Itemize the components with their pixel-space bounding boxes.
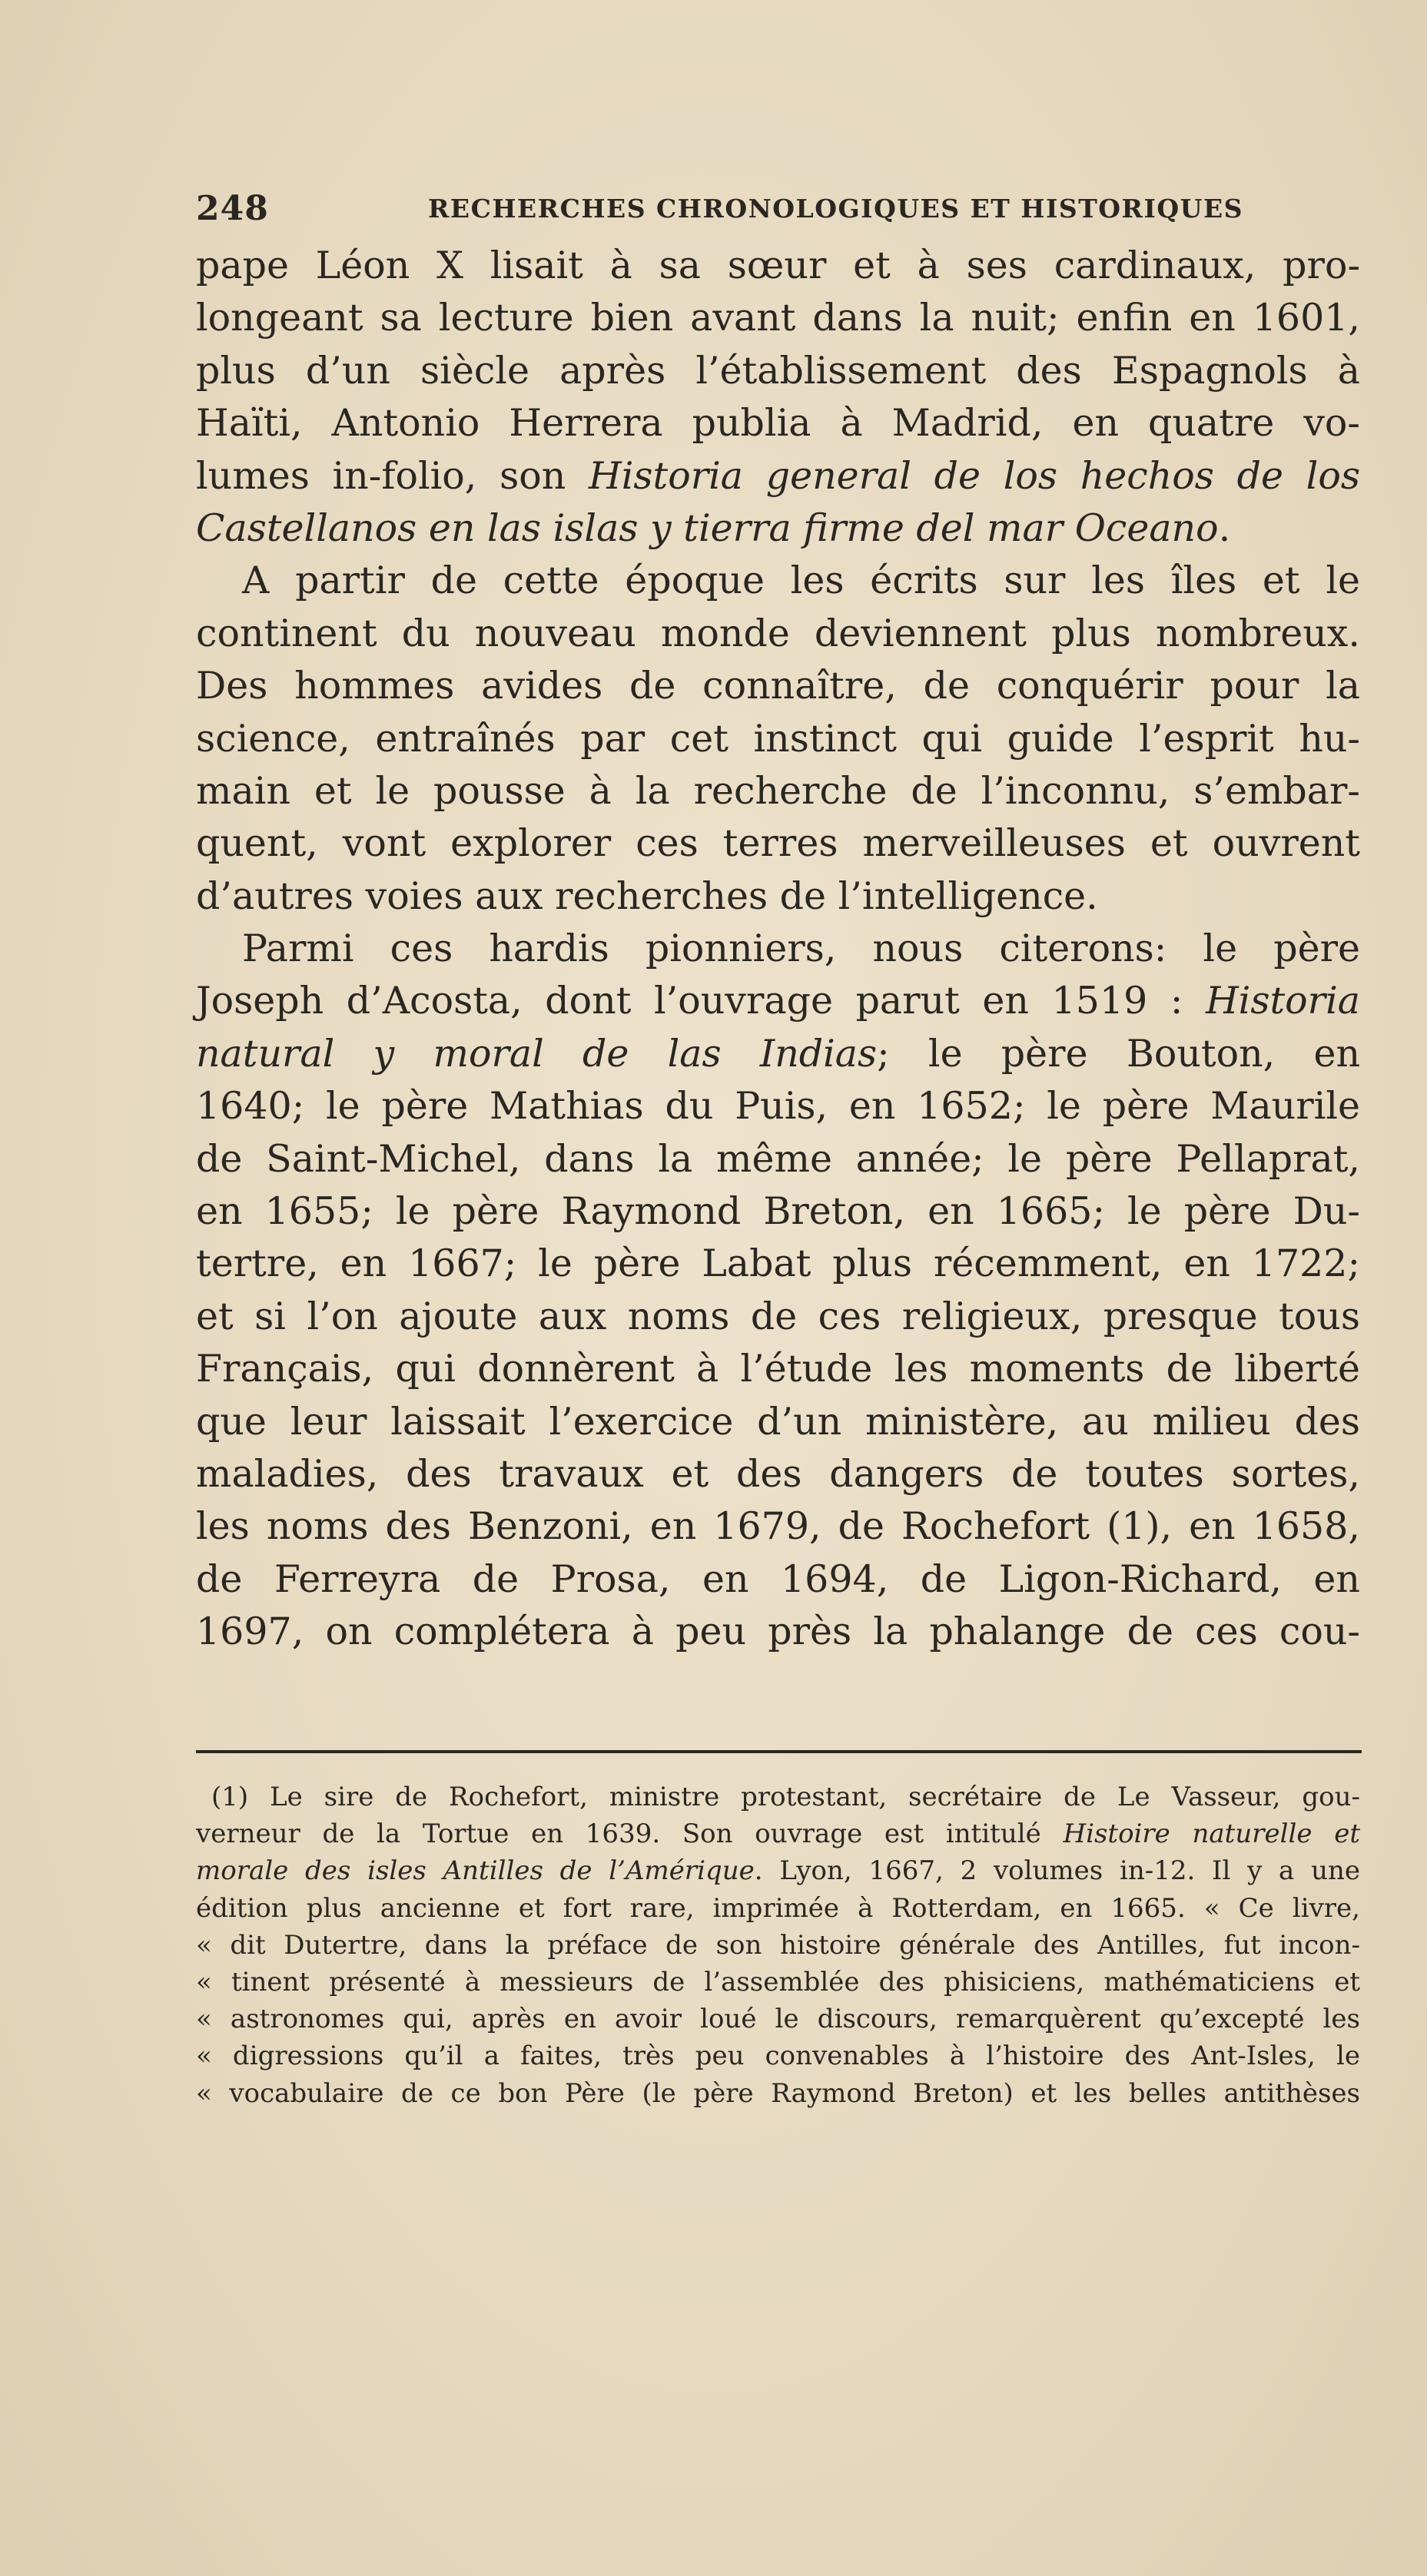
body-text-line: maladies, des travaux et des dangers de toutes sortes,	[196, 1451, 1360, 1496]
footnote-line	[196, 1852, 1360, 1889]
body-text	[196, 240, 1360, 1659]
footnote-line: « astronomes qui, après en avoir loué le discours, remarquèrent qu’excepté les	[196, 2004, 1360, 2035]
body-text-line: longeant sa lecture bien avant dans la nuit; enfin en 1601,	[196, 296, 1360, 340]
body-text-line: 1640; le père Mathias du Puis, en 1652; le père Maurile	[196, 1084, 1360, 1129]
body-text-line	[196, 450, 1360, 502]
body-text-line: tertre, en 1667; le père Labat plus récemment, en 1722;	[196, 1242, 1360, 1286]
footnote-rule	[196, 1750, 1362, 1753]
footnote-line: « digressions qu’il a faites, très peu convenables à l’histoire des Ant-Isles, le	[196, 2041, 1360, 2072]
footnote-line: « tinent présenté à messieurs de l’assemblée des phisiciens, mathématiciens et	[196, 1966, 1360, 1997]
footnote-line: édition plus ancienne et fort rare, imprimée à Rotterdam, en 1665. « Ce livre,	[196, 1892, 1360, 1924]
page-number: 248	[196, 189, 269, 228]
body-text-line: de Saint-Michel, dans la même année; le père Pellaprat,	[196, 1136, 1360, 1181]
italic-title: Histoire naturelle et	[1063, 1818, 1360, 1850]
body-text-line: pape Léon X lisait à sa sœur et à ses cardinaux, pro-	[196, 244, 1360, 287]
footnote-line: (1) Le sire de Rochefort, ministre protestant, secrétaire de Le Vasseur, gou-	[211, 1782, 1360, 1812]
body-text-line: 1697, on complétera à peu près la phalange de ces cou-	[196, 1610, 1360, 1654]
italic-title: Historia general de los hechos de los	[588, 453, 1360, 498]
body-text-line: que leur laissait l’exercice d’un ministère, au milieu des	[196, 1399, 1360, 1444]
running-head: RECHERCHES CHRONOLOGIQUES ET HISTORIQUES	[428, 194, 1243, 224]
body-text-line: science, entraînés par cet instinct qui guide l’esprit hu-	[196, 716, 1360, 761]
body-text-line: les noms des Benzoni, en 1679, de Rochefort (1), en 1658,	[196, 1504, 1360, 1549]
footnote-line: « vocabulaire de ce bon Père (le père Raymond Breton) et les belles antithèses	[196, 2077, 1360, 2109]
body-text-line: en 1655; le père Raymond Breton, en 1665; le père Du-	[196, 1189, 1360, 1234]
body-text-line: Des hommes avides de connaître, de conquérir pour la	[196, 664, 1360, 708]
text-run: verneur de la Tortue en 1639. Son ouvrage est intitulé	[196, 1818, 1064, 1850]
italic-title: Historia	[1205, 979, 1360, 1023]
body-text-line	[196, 975, 1360, 1027]
body-text-line: quent, vont explorer ces terres merveilleuses et ouvrent	[196, 821, 1360, 866]
text-run: .	[1218, 506, 1231, 550]
footnote-line	[196, 1815, 1360, 1852]
italic-title: natural y moral de las Indias	[196, 1031, 878, 1076]
body-text-line: d’autres voies aux recherches de l’intelligence.	[196, 874, 1098, 918]
body-text-line: main et le pousse à la recherche de l’inconnu, s’embar-	[196, 768, 1360, 813]
text-run: lumes in-folio, son	[196, 453, 589, 498]
body-text-line: plus d’un siècle après l’établissement des Espagnols à	[196, 348, 1360, 393]
footnotes	[196, 1779, 1360, 2112]
body-text-line: continent du nouveau monde deviennent plus nombreux.	[196, 611, 1360, 655]
body-text-line: Parmi ces hardis pionniers, nous citerons: le père	[242, 927, 1360, 971]
body-text-line: A partir de cette époque les écrits sur les îles et le	[242, 559, 1360, 603]
body-text-line: de Ferreyra de Prosa, en 1694, de Ligon-Richard, en	[196, 1557, 1360, 1601]
body-text-line: Haïti, Antonio Herrera publia à Madrid, en quatre vo-	[196, 401, 1360, 446]
italic-title: Castellanos en las islas y tierra firme del mar Oceano	[196, 506, 1219, 550]
footnote-line: « dit Dutertre, dans la préface de son histoire générale des Antilles, fut incon-	[196, 1929, 1360, 1961]
body-text-line	[196, 502, 1360, 555]
text-run: Joseph d’Acosta, dont l’ouvrage parut en 1519 :	[196, 979, 1206, 1023]
text-run: ; le père Bouton, en	[877, 1031, 1360, 1076]
page-header	[196, 189, 1383, 235]
body-text-line	[196, 1028, 1360, 1080]
italic-title: morale des isles Antilles de l’Amérique	[196, 1855, 755, 1887]
text-run: . Lyon, 1667, 2 volumes in-12. Il y a une	[754, 1855, 1360, 1887]
body-text-line: et si l’on ajoute aux noms de ces religieux, presque tous	[196, 1294, 1360, 1338]
body-text-line: Français, qui donnèrent à l’étude les moments de liberté	[196, 1347, 1360, 1391]
